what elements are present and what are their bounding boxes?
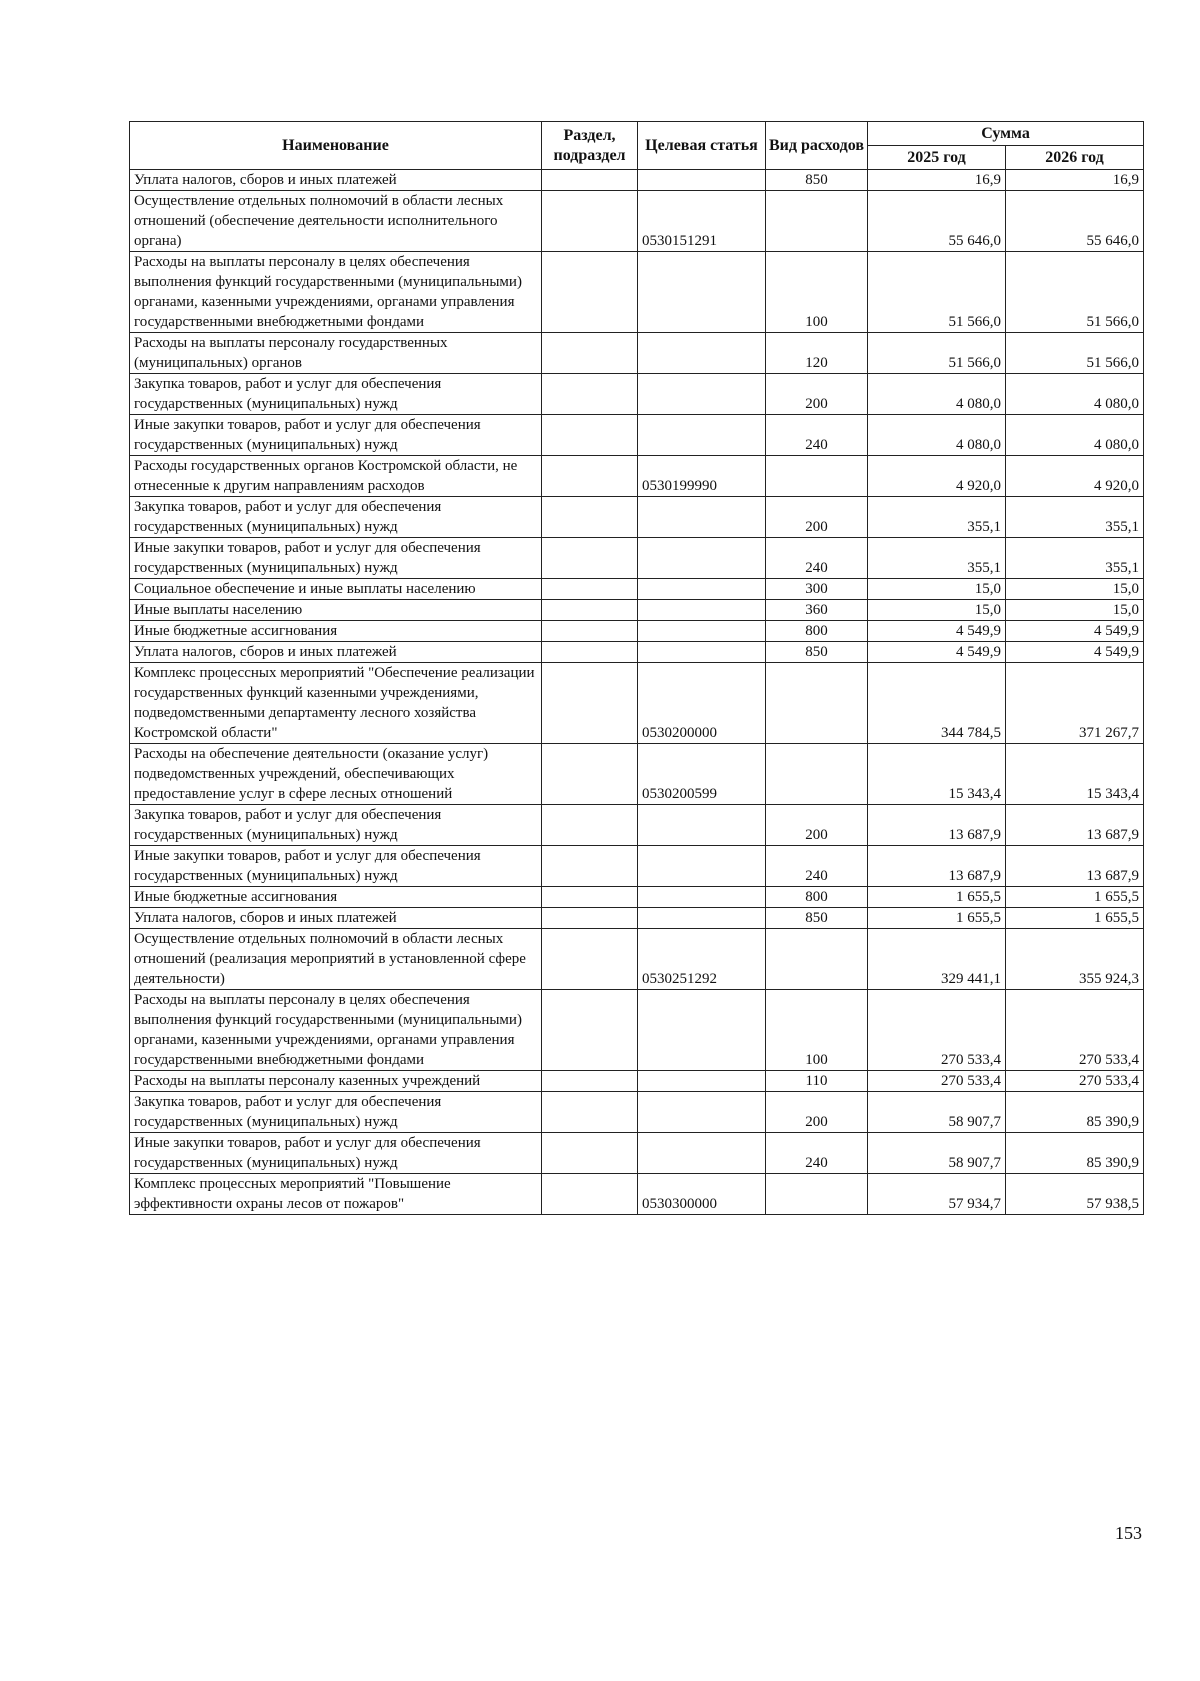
row-section-cell [542,191,638,252]
row-2026-cell: 51 566,0 [1006,333,1144,374]
row-vid-cell: 240 [766,538,868,579]
row-2025-cell: 344 784,5 [868,663,1006,744]
row-code-cell: 0530200000 [638,663,766,744]
row-code-cell [638,497,766,538]
row-section-cell [542,663,638,744]
row-name-cell: Закупка товаров, работ и услуг для обеспечения государственных (муниципальных) нужд [130,374,542,415]
row-code-cell [638,600,766,621]
row-code-cell [638,990,766,1071]
row-name-cell: Расходы на выплаты персоналу казенных учреждений [130,1071,542,1092]
row-name-cell: Иные бюджетные ассигнования [130,887,542,908]
row-code-cell: 0530199990 [638,456,766,497]
row-section-cell [542,929,638,990]
row-code-cell [638,170,766,191]
table-row [130,252,1144,333]
row-vid-cell: 850 [766,642,868,663]
row-2026-cell: 1 655,5 [1006,887,1144,908]
table-row [130,456,1144,497]
table-row [130,1133,1144,1174]
row-vid-cell: 850 [766,908,868,929]
row-name-cell: Расходы на выплаты персоналу государственных (муниципальных) органов [130,333,542,374]
row-2025-cell: 57 934,7 [868,1174,1006,1215]
table-body [130,170,1144,1215]
row-code-cell [638,579,766,600]
row-2026-cell: 355,1 [1006,538,1144,579]
row-2025-cell: 1 655,5 [868,908,1006,929]
row-2026-cell: 4 549,9 [1006,621,1144,642]
row-2025-cell: 270 533,4 [868,990,1006,1071]
row-section-cell [542,415,638,456]
row-vid-cell [766,929,868,990]
row-section-cell [542,600,638,621]
table-row [130,600,1144,621]
row-2026-cell: 270 533,4 [1006,1071,1144,1092]
row-2025-cell: 13 687,9 [868,805,1006,846]
table-row [130,538,1144,579]
row-vid-cell: 110 [766,1071,868,1092]
row-vid-cell: 200 [766,805,868,846]
row-section-cell [542,846,638,887]
row-2025-cell: 15,0 [868,600,1006,621]
row-2025-cell: 4 549,9 [868,621,1006,642]
table-row [130,1092,1144,1133]
row-code-cell [638,846,766,887]
row-name-cell: Иные выплаты населению [130,600,542,621]
row-2026-cell: 371 267,7 [1006,663,1144,744]
header-section: Раздел, подраздел [542,122,638,170]
row-2025-cell: 55 646,0 [868,191,1006,252]
row-vid-cell: 240 [766,1133,868,1174]
row-2025-cell: 4 920,0 [868,456,1006,497]
row-name-cell: Комплекс процессных мероприятий "Обеспечение реализации государственных функций казенными учреждениями, подведомственными департаменту лесного хозяйства Костромской области" [130,663,542,744]
row-code-cell [638,415,766,456]
table-row [130,642,1144,663]
row-2025-cell: 4 549,9 [868,642,1006,663]
table-row [130,170,1144,191]
row-name-cell: Закупка товаров, работ и услуг для обеспечения государственных (муниципальных) нужд [130,1092,542,1133]
table-row [130,497,1144,538]
table-row [130,990,1144,1071]
row-name-cell: Уплата налогов, сборов и иных платежей [130,908,542,929]
row-vid-cell: 800 [766,621,868,642]
row-code-cell [638,538,766,579]
row-2026-cell: 1 655,5 [1006,908,1144,929]
header-name: Наименование [130,122,542,170]
table-row [130,1071,1144,1092]
row-section-cell [542,744,638,805]
row-section-cell [542,887,638,908]
row-vid-cell [766,663,868,744]
row-2026-cell: 4 080,0 [1006,374,1144,415]
table-row [130,663,1144,744]
row-2026-cell: 355,1 [1006,497,1144,538]
row-section-cell [542,621,638,642]
row-2025-cell: 51 566,0 [868,333,1006,374]
row-vid-cell [766,191,868,252]
row-section-cell [542,1133,638,1174]
row-section-cell [542,538,638,579]
row-2026-cell: 13 687,9 [1006,805,1144,846]
row-code-cell: 0530151291 [638,191,766,252]
header-sum: Сумма [868,122,1144,146]
row-code-cell [638,642,766,663]
table-row [130,621,1144,642]
row-2026-cell: 13 687,9 [1006,846,1144,887]
row-2026-cell: 55 646,0 [1006,191,1144,252]
row-section-cell [542,1092,638,1133]
row-name-cell: Закупка товаров, работ и услуг для обеспечения государственных (муниципальных) нужд [130,497,542,538]
row-code-cell: 0530251292 [638,929,766,990]
row-2025-cell: 4 080,0 [868,415,1006,456]
table-row [130,1174,1144,1215]
table-header [130,122,1144,170]
row-2025-cell: 270 533,4 [868,1071,1006,1092]
table-row [130,579,1144,600]
row-section-cell [542,374,638,415]
row-section-cell [542,990,638,1071]
row-2026-cell: 51 566,0 [1006,252,1144,333]
row-2025-cell: 15,0 [868,579,1006,600]
row-name-cell: Расходы на выплаты персоналу в целях обеспечения выполнения функций государственными (муниципальными) органами, казенными учреждениями, органами управления государственными внебюджетными фондами [130,252,542,333]
row-code-cell [638,374,766,415]
table-row [130,415,1144,456]
row-vid-cell: 200 [766,374,868,415]
row-vid-cell: 200 [766,497,868,538]
row-section-cell [542,1071,638,1092]
row-name-cell: Иные закупки товаров, работ и услуг для обеспечения государственных (муниципальных) нужд [130,846,542,887]
row-2025-cell: 1 655,5 [868,887,1006,908]
row-2026-cell: 355 924,3 [1006,929,1144,990]
row-code-cell [638,1133,766,1174]
row-vid-cell: 120 [766,333,868,374]
row-code-cell [638,1092,766,1133]
budget-table [129,121,1144,1215]
row-name-cell: Расходы государственных органов Костромской области, не отнесенные к другим направлениям расходов [130,456,542,497]
table-row [130,191,1144,252]
header-vid: Вид расходов [766,122,868,170]
page-number: 153 [1115,1523,1142,1543]
row-2026-cell: 4 920,0 [1006,456,1144,497]
row-vid-cell [766,1174,868,1215]
row-name-cell: Социальное обеспечение и иные выплаты населению [130,579,542,600]
row-code-cell [638,805,766,846]
row-code-cell: 0530200599 [638,744,766,805]
row-2025-cell: 58 907,7 [868,1092,1006,1133]
row-2025-cell: 329 441,1 [868,929,1006,990]
row-2026-cell: 85 390,9 [1006,1092,1144,1133]
row-name-cell: Иные закупки товаров, работ и услуг для обеспечения государственных (муниципальных) нужд [130,1133,542,1174]
row-code-cell [638,252,766,333]
row-vid-cell: 360 [766,600,868,621]
row-section-cell [542,497,638,538]
table-row [130,744,1144,805]
row-name-cell: Иные бюджетные ассигнования [130,621,542,642]
row-section-cell [542,1174,638,1215]
row-code-cell [638,908,766,929]
row-name-cell: Закупка товаров, работ и услуг для обеспечения государственных (муниципальных) нужд [130,805,542,846]
table-row [130,846,1144,887]
row-section-cell [542,333,638,374]
row-name-cell: Уплата налогов, сборов и иных платежей [130,170,542,191]
row-name-cell: Комплекс процессных мероприятий "Повышение эффективности охраны лесов от пожаров" [130,1174,542,1215]
header-2025: 2025 год [868,146,1006,170]
table-row [130,887,1144,908]
row-2025-cell: 355,1 [868,497,1006,538]
row-vid-cell: 300 [766,579,868,600]
row-2025-cell: 4 080,0 [868,374,1006,415]
table-row [130,908,1144,929]
row-vid-cell [766,744,868,805]
row-section-cell [542,908,638,929]
row-section-cell [542,456,638,497]
row-section-cell [542,170,638,191]
row-2025-cell: 16,9 [868,170,1006,191]
header-target: Целевая статья [638,122,766,170]
header-2026: 2026 год [1006,146,1144,170]
row-vid-cell: 240 [766,846,868,887]
row-2026-cell: 85 390,9 [1006,1133,1144,1174]
row-vid-cell: 100 [766,990,868,1071]
row-2026-cell: 15,0 [1006,600,1144,621]
row-2025-cell: 51 566,0 [868,252,1006,333]
row-2025-cell: 355,1 [868,538,1006,579]
row-name-cell: Иные закупки товаров, работ и услуг для обеспечения государственных (муниципальных) нужд [130,538,542,579]
row-name-cell: Расходы на обеспечение деятельности (оказание услуг) подведомственных учреждений, обеспечивающих предоставление услуг в сфере лесных отношений [130,744,542,805]
row-vid-cell: 240 [766,415,868,456]
row-2026-cell: 15,0 [1006,579,1144,600]
row-name-cell: Иные закупки товаров, работ и услуг для обеспечения государственных (муниципальных) нужд [130,415,542,456]
row-vid-cell: 100 [766,252,868,333]
row-code-cell [638,333,766,374]
row-code-cell [638,887,766,908]
row-vid-cell: 200 [766,1092,868,1133]
row-2025-cell: 15 343,4 [868,744,1006,805]
row-name-cell: Уплата налогов, сборов и иных платежей [130,642,542,663]
row-section-cell [542,805,638,846]
row-section-cell [542,579,638,600]
row-2026-cell: 4 549,9 [1006,642,1144,663]
table-row [130,805,1144,846]
row-section-cell [542,252,638,333]
row-2026-cell: 4 080,0 [1006,415,1144,456]
table-row [130,374,1144,415]
table-row [130,929,1144,990]
row-name-cell: Осуществление отдельных полномочий в области лесных отношений (реализация мероприятий в установленной сфере деятельности) [130,929,542,990]
row-vid-cell: 800 [766,887,868,908]
row-code-cell: 0530300000 [638,1174,766,1215]
row-vid-cell [766,456,868,497]
row-vid-cell: 850 [766,170,868,191]
row-2025-cell: 58 907,7 [868,1133,1006,1174]
row-2025-cell: 13 687,9 [868,846,1006,887]
row-2026-cell: 57 938,5 [1006,1174,1144,1215]
row-code-cell [638,1071,766,1092]
row-2026-cell: 16,9 [1006,170,1144,191]
row-section-cell [542,642,638,663]
row-name-cell: Осуществление отдельных полномочий в области лесных отношений (обеспечение деятельности исполнительного органа) [130,191,542,252]
table-row [130,333,1144,374]
row-name-cell: Расходы на выплаты персоналу в целях обеспечения выполнения функций государственными (муниципальными) органами, казенными учреждениями, органами управления государственными внебюджетными фондами [130,990,542,1071]
row-2026-cell: 270 533,4 [1006,990,1144,1071]
row-code-cell [638,621,766,642]
row-2026-cell: 15 343,4 [1006,744,1144,805]
